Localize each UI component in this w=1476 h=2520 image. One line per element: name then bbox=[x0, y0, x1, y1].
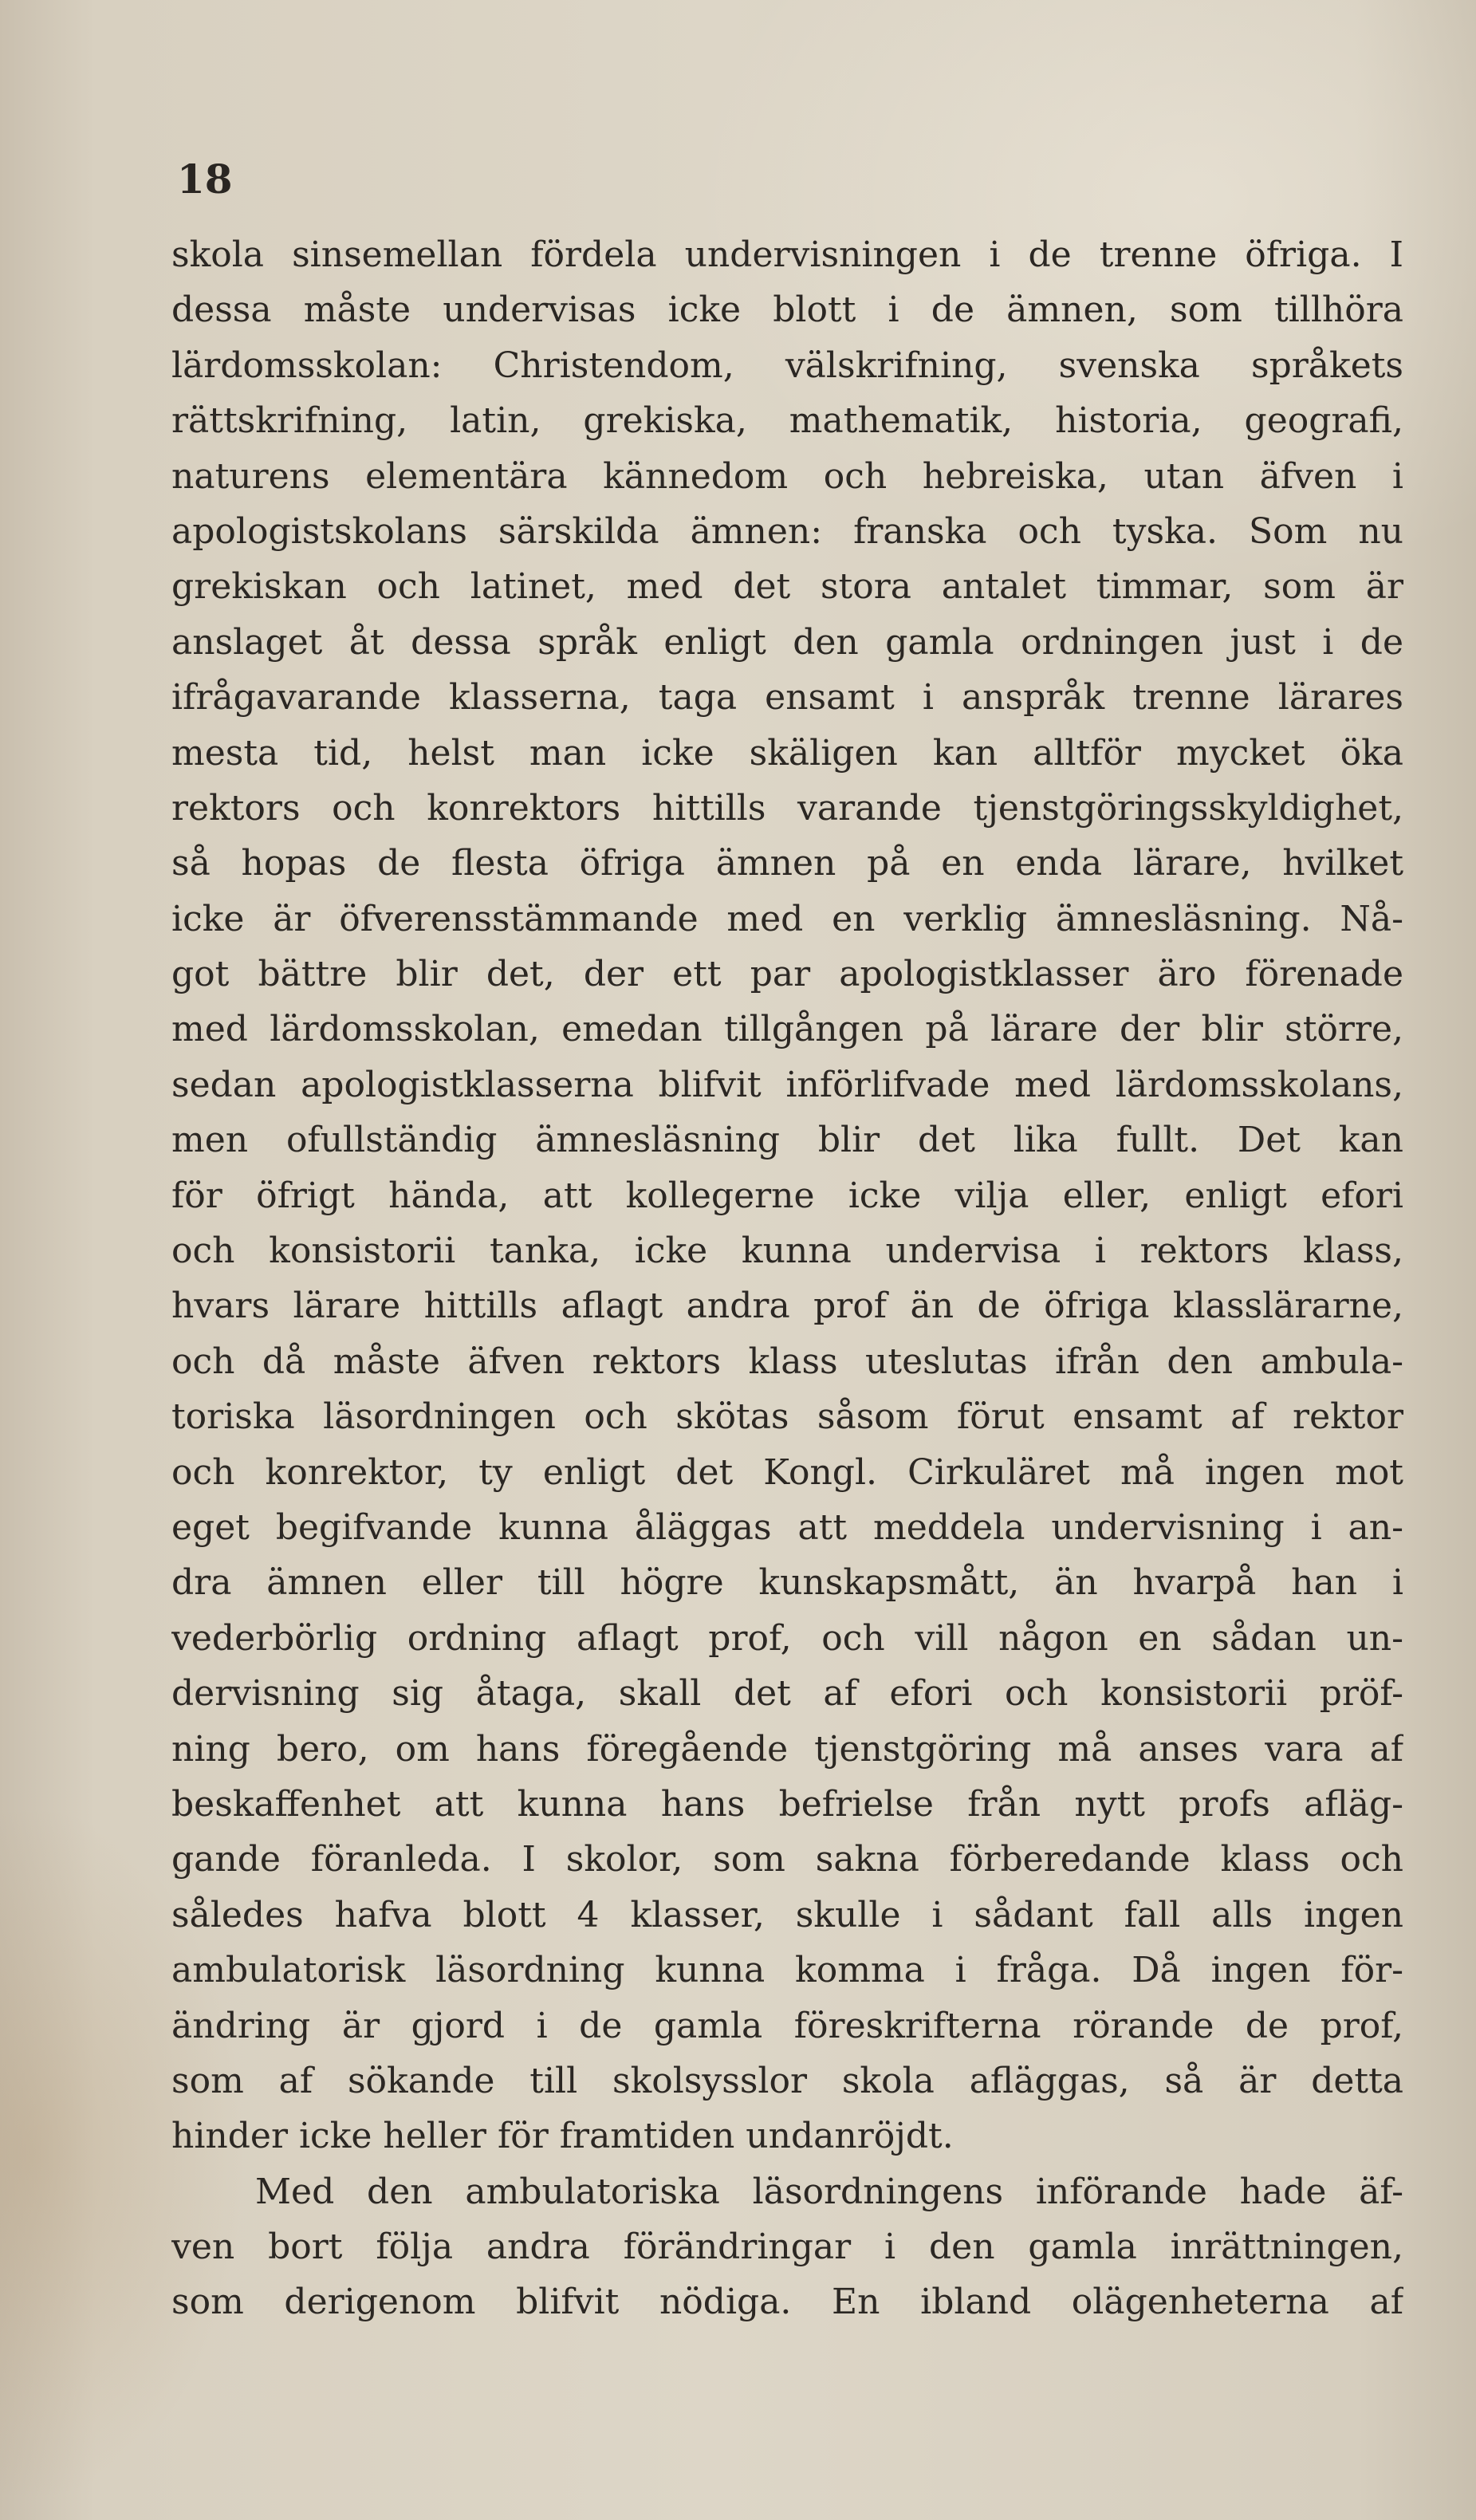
text-line: anslaget åt dessa språk enligt den gamla ordningen just i de bbox=[171, 621, 1403, 663]
text-line: beskaffenhet att kunna hans befrielse från nytt profs afläg- bbox=[171, 1783, 1403, 1825]
text-line: rättskrifning, latin, grekiska, mathematik, historia, geografi, bbox=[171, 400, 1403, 442]
text-line: eget begifvande kunna åläggas att meddela undervisning i an- bbox=[171, 1506, 1403, 1548]
text-line: och konrektor, ty enligt det Kongl. Cirkuläret må ingen mot bbox=[171, 1451, 1403, 1493]
text-line: vederbörlig ordning aflagt prof, och vill någon en sådan un- bbox=[171, 1617, 1403, 1659]
text-line: naturens elementära kännedom och hebreiska, utan äfven i bbox=[171, 455, 1403, 497]
text-line: ambulatorisk läsordning kunna komma i fråga. Då ingen för- bbox=[171, 1950, 1403, 1991]
text-line: lärdomsskolan: Christendom, välskrifning, svenska språkets bbox=[171, 345, 1403, 386]
text-line: icke är öfverensstämmande med en verklig ämnesläsning. Nå- bbox=[171, 898, 1403, 939]
text-line: apologistskolans särskilda ämnen: franska och tyska. Som nu bbox=[171, 510, 1403, 552]
text-line: ändring är gjord i de gamla föreskrifterna rörande de prof, bbox=[171, 2005, 1403, 2046]
text-line: således hafva blott 4 klasser, skulle i sådant fall alls ingen bbox=[171, 1894, 1403, 1935]
text-line: som af sökande till skolsysslor skola afläggas, så är detta bbox=[171, 2060, 1403, 2101]
text-line: grekiskan och latinet, med det stora antalet timmar, som är bbox=[171, 566, 1403, 608]
text-line: got bättre blir det, der ett par apologistklasser äro förenade bbox=[171, 954, 1403, 995]
text-line: dervisning sig åtaga, skall det af efori och konsistorii pröf- bbox=[171, 1673, 1403, 1715]
body-text bbox=[171, 227, 1403, 2330]
text-line: rektors och konrektors hittills varande tjenstgöringsskyldighet, bbox=[171, 787, 1403, 829]
text-line: sedan apologistklasserna blifvit införlifvade med lärdomsskolans, bbox=[171, 1064, 1403, 1105]
text-line: men ofullständig ämnesläsning blir det lika fullt. Det kan bbox=[171, 1120, 1403, 1161]
text-line-paragraph-end: hinder icke heller för framtiden undanröjdt. bbox=[171, 2116, 954, 2157]
text-line: dra ämnen eller till högre kunskapsmått, än hvarpå han i bbox=[171, 1562, 1403, 1604]
text-line: hvars lärare hittills aflagt andra prof än de öfriga klasslärarne, bbox=[171, 1286, 1403, 1327]
text-line: ven bort följa andra förändringar i den gamla inrättningen, bbox=[171, 2227, 1403, 2268]
text-line: mesta tid, helst man icke skäligen kan alltför mycket öka bbox=[171, 732, 1403, 774]
text-line: ning bero, om hans föregående tjenstgöring må anses vara af bbox=[171, 1728, 1403, 1770]
text-line: så hopas de flesta öfriga ämnen på en enda lärare, hvilket bbox=[171, 843, 1403, 884]
text-line: för öfrigt hända, att kollegerne icke vilja eller, enligt efori bbox=[171, 1175, 1403, 1216]
text-line: med lärdomsskolan, emedan tillgången på lärare der blir större, bbox=[171, 1009, 1403, 1050]
text-line: och konsistorii tanka, icke kunna undervisa i rektors klass, bbox=[171, 1230, 1403, 1272]
text-line: som derigenom blifvit nödiga. En ibland olägenheterna af bbox=[171, 2282, 1403, 2323]
text-line: skola sinsemellan fördela undervisningen i de trenne öfriga. I bbox=[171, 234, 1403, 275]
text-line-paragraph-start: Med den ambulatoriska läsordningens införande hade äf- bbox=[255, 2171, 1403, 2212]
text-line: gande föranleda. I skolor, som sakna förberedande klass och bbox=[171, 1839, 1403, 1880]
text-line: toriska läsordningen och skötas såsom förut ensamt af rektor bbox=[171, 1396, 1403, 1438]
text-line: ifrågavarande klasserna, taga ensamt i anspråk trenne lärares bbox=[171, 677, 1403, 719]
text-line: dessa måste undervisas icke blott i de ämnen, som tillhöra bbox=[171, 289, 1403, 331]
text-line: och då måste äfven rektors klass uteslutas ifrån den ambula- bbox=[171, 1341, 1403, 1382]
page-number: 18 bbox=[177, 156, 233, 203]
